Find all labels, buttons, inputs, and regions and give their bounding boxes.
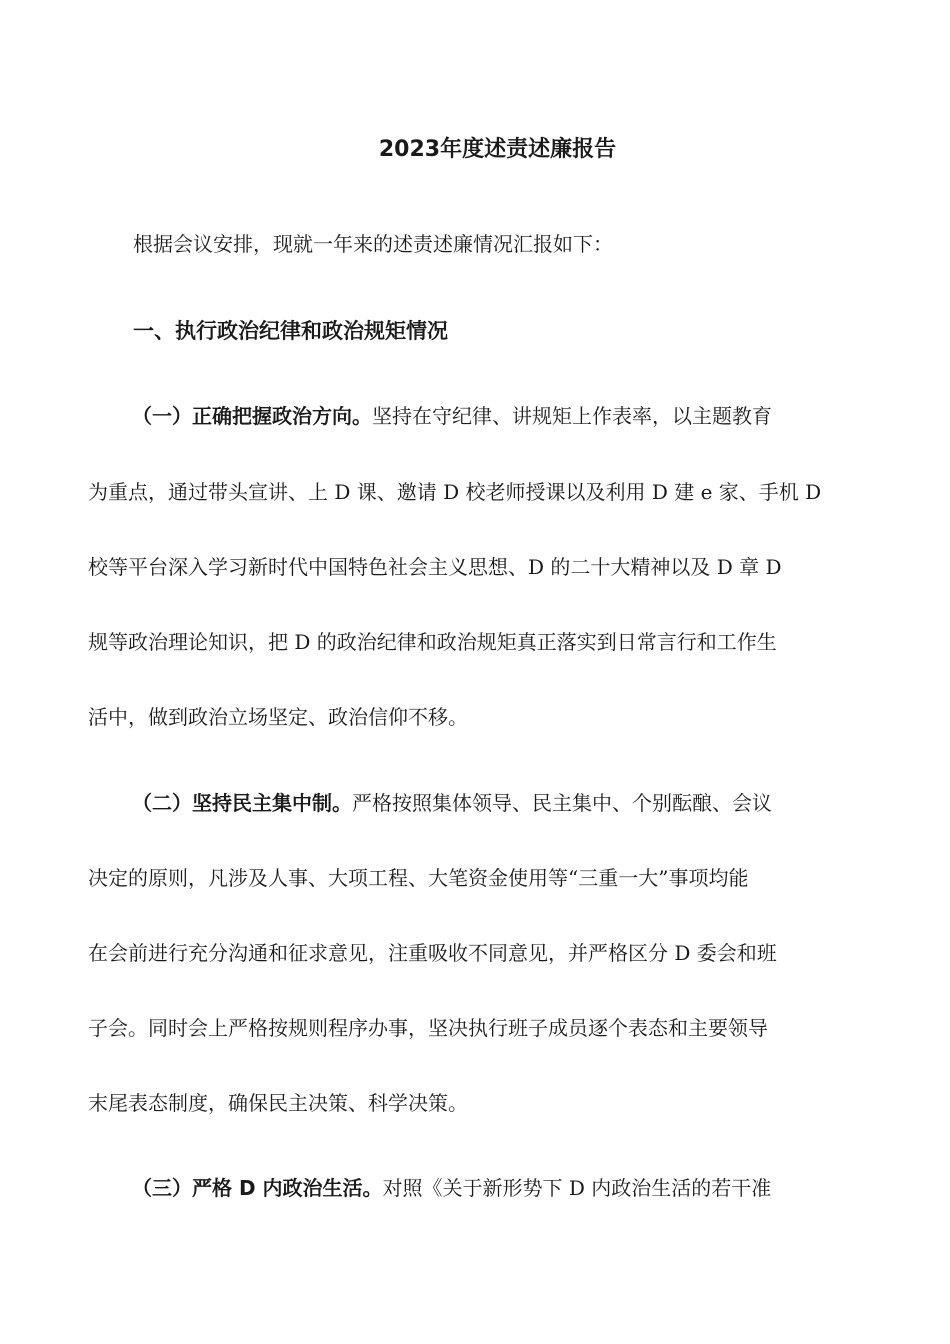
paragraph-line: 活中，做到政治立场坚定、政治信仰不移。 [88, 705, 468, 729]
document-title: 2023年度述责述廉报告 [378, 137, 617, 162]
paragraph-line [132, 787, 772, 819]
paragraph-lead: （三）严格 D 内政治生活。 [132, 1176, 383, 1200]
paragraph-lead: （二）坚持民主集中制。 [132, 791, 352, 815]
section-heading: 一、执行政治纪律和政治规矩情况 [133, 319, 448, 343]
paragraph-line: 在会前进行充分沟通和征求意见，注重吸收不同意见，并严格区分 D 委会和班 [88, 941, 777, 965]
paragraph-line: 规等政治理论知识，把 D 的政治纪律和政治规矩真正落实到日常言行和工作生 [88, 630, 777, 654]
intro-paragraph: 根据会议安排，现就一年来的述责述廉情况汇报如下： [133, 232, 613, 256]
paragraph-text: 严格按照集体领导、民主集中、个别酝酿、会议 [352, 791, 772, 815]
paragraph-line: 末尾表态制度，确保民主决策、科学决策。 [88, 1091, 468, 1115]
paragraph-line: 决定的原则，凡涉及人事、大项工程、大笔资金使用等“三重一大”事项均能 [88, 866, 749, 890]
paragraph-line: 子会。同时会上严格按规则程序办事，坚决执行班子成员逐个表态和主要领导 [88, 1016, 768, 1040]
paragraph-line: 为重点，通过带头宣讲、上 D 课、邀请 D 校老师授课以及利用 D 建 e 家、手机 D [88, 480, 822, 504]
paragraph-line [132, 1172, 771, 1204]
paragraph-line: 校等平台深入学习新时代中国特色社会主义思想、D 的二十大精神以及 D 章 D [88, 555, 782, 579]
paragraph-text: 坚持在守纪律、讲规矩上作表率，以主题教育 [372, 404, 772, 428]
paragraph-line [132, 400, 772, 432]
paragraph-lead: （一）正确把握政治方向。 [132, 404, 372, 428]
paragraph-text: 对照《关于新形势下 D 内政治生活的若干准 [382, 1176, 772, 1200]
